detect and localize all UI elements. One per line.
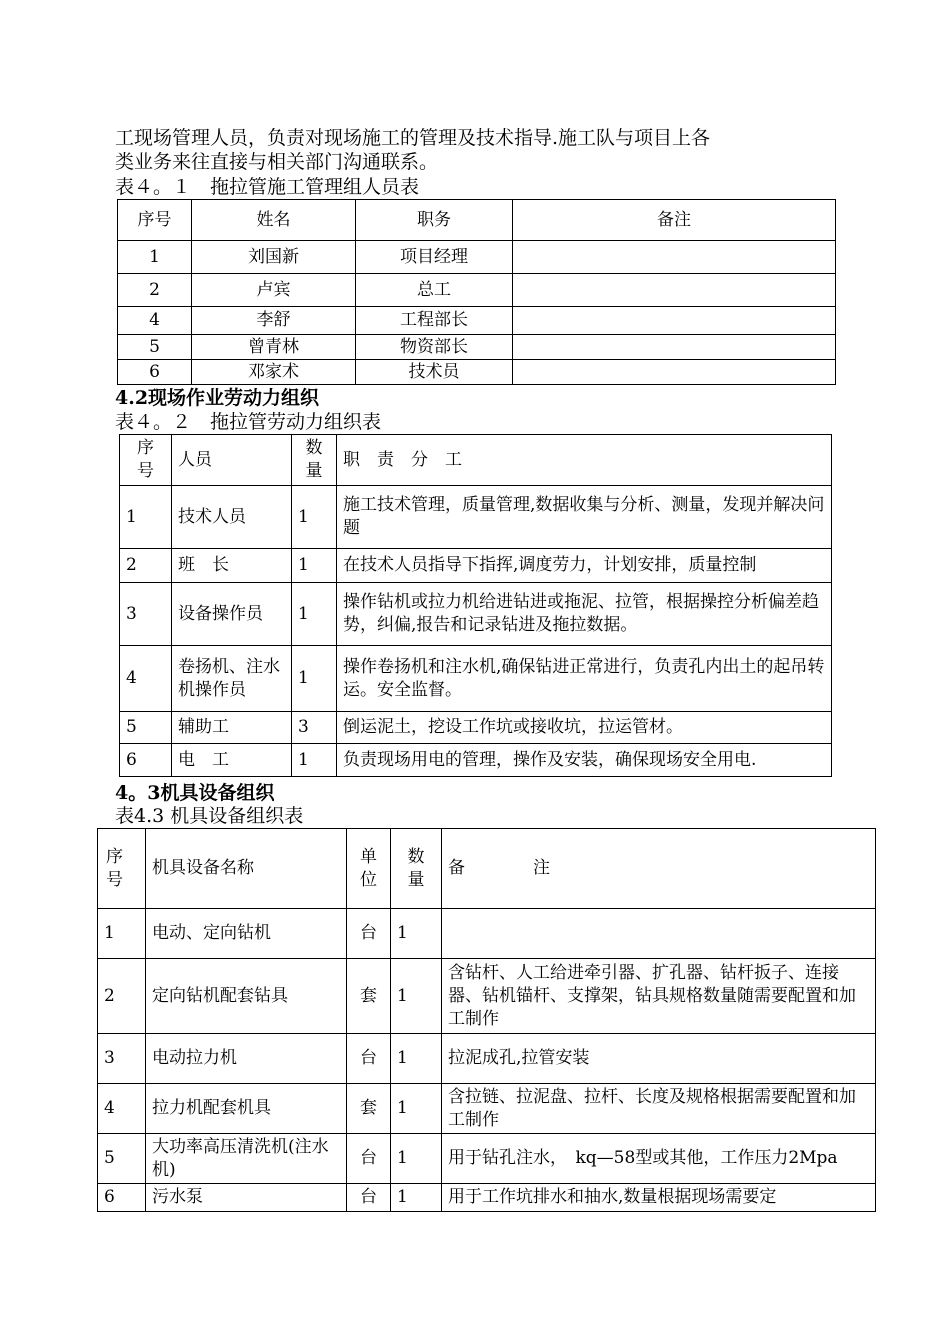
table-cell: 技术人员 [172,486,292,549]
table-cell: 2 [120,549,172,583]
table-cell: 设备操作员 [172,583,292,646]
labor-table [119,434,832,777]
table-row [120,486,832,549]
table-cell: 在技术人员指导下指挥,调度劳力，计划安排，质量控制 [337,549,832,583]
table-cell: 曾青林 [192,335,356,360]
table-cell: 3 [98,1034,146,1084]
table-cell: 4 [118,307,192,335]
section-heading-4-3: 4。3机具设备组织 [115,782,275,804]
table-cell: 操作卷扬机和注水机,确保钻进正常进行，负责孔内出土的起吊转运。安全监督。 [337,646,832,712]
intro-line-1: 工现场管理人员，负责对现场施工的管理及技术指导.施工队与项目上各 [115,127,711,149]
table2-caption: 表４。２ 拖拉管劳动力组织表 [115,411,382,433]
header-cell: 职务 [356,200,513,241]
header-cell: 数量 [292,435,337,486]
table-cell: 含钻杆、人工给进牵引器、扩孔器、钻杆扳子、连接器、钻机锚杆、支撑架，钻具规格数量随需要配置和加工制作 [442,959,876,1034]
table-cell: 台 [347,1134,391,1184]
table-cell: 拉泥成孔,拉管安装 [442,1034,876,1084]
table-row [120,549,832,583]
table-cell: 1 [391,1134,442,1184]
section-heading-4-2: 4.2现场作业劳动力组织 [115,387,320,409]
table-cell: 5 [98,1134,146,1184]
table-cell: 台 [347,1184,391,1212]
table-cell: 台 [347,909,391,959]
table-cell: 1 [292,744,337,777]
table1-caption: 表４。１ 拖拉管施工管理组人员表 [115,176,420,198]
table-cell: 1 [292,646,337,712]
table-cell: 技术员 [356,360,513,385]
header-cell: 职 责 分 工 [337,435,832,486]
header-cell: 序号 [120,435,172,486]
table-cell: 1 [292,583,337,646]
table-header-row [98,829,876,909]
table-cell: 班 长 [172,549,292,583]
staff-table [117,199,836,385]
table-cell: 3 [292,712,337,744]
table-cell [513,307,836,335]
table-header-row [120,435,832,486]
table-row [120,744,832,777]
table-cell [513,360,836,385]
table-row [118,360,836,385]
table-row [120,646,832,712]
intro-line-2: 类业务来往直接与相关部门沟通联系。 [115,151,439,173]
table-cell: 6 [120,744,172,777]
table-cell: 2 [98,959,146,1034]
table-cell: 1 [391,1184,442,1212]
table-cell: 用于工作坑排水和抽水,数量根据现场需要定 [442,1184,876,1212]
table-cell: 定向钻机配套钻具 [146,959,347,1034]
header-cell: 姓名 [192,200,356,241]
table-cell: 含拉链、拉泥盘、拉杆、长度及规格根据需要配置和加工制作 [442,1084,876,1134]
table-row [118,274,836,307]
table-cell: 5 [120,712,172,744]
table-row [98,909,876,959]
table-cell: 1 [391,1084,442,1134]
table-cell: 用于钻孔注水， kq—58型或其他，工作压力2Mpa [442,1134,876,1184]
table-cell: 套 [347,1084,391,1134]
table-cell: 大功率高压清洗机(注水机) [146,1134,347,1184]
header-cell: 备注 [513,200,836,241]
table-cell: 电动拉力机 [146,1034,347,1084]
table-cell: 负责现场用电的管理，操作及安装，确保现场安全用电. [337,744,832,777]
table-row [118,335,836,360]
table-cell: 6 [118,360,192,385]
table-cell: 卷扬机、注水机操作员 [172,646,292,712]
header-cell: 机具设备名称 [146,829,347,909]
table-cell: 施工技术管理，质量管理,数据收集与分析、测量，发现并解决问题 [337,486,832,549]
table-cell [513,335,836,360]
table-cell [442,909,876,959]
header-cell: 人员 [172,435,292,486]
table-cell: 4 [98,1084,146,1134]
table-cell: 电 工 [172,744,292,777]
table-cell: 1 [118,241,192,274]
table-row [98,959,876,1034]
table-row [98,1084,876,1134]
table-cell: 电动、定向钻机 [146,909,347,959]
table3-caption: 表4.3 机具设备组织表 [115,805,304,827]
table-cell [513,241,836,274]
table-header-row [118,200,836,241]
table-cell: 台 [347,1034,391,1084]
table-cell: 刘国新 [192,241,356,274]
table-cell: 操作钻机或拉力机给进钻进或拖泥、拉管，根据操控分析偏差趋势，纠偏,报告和记录钻进及拖拉数据。 [337,583,832,646]
table-row [118,307,836,335]
table-cell: 1 [120,486,172,549]
table-cell: 1 [292,549,337,583]
table-row [98,1134,876,1184]
table-cell: 污水泵 [146,1184,347,1212]
table-cell: 物资部长 [356,335,513,360]
table-cell: 6 [98,1184,146,1212]
table-cell [513,274,836,307]
table-cell: 4 [120,646,172,712]
header-cell: 单位 [347,829,391,909]
table-cell: 李舒 [192,307,356,335]
table-cell: 卢宾 [192,274,356,307]
table-cell: 总工 [356,274,513,307]
table-cell: 项目经理 [356,241,513,274]
table-cell: 1 [292,486,337,549]
equipment-table [97,828,876,1212]
table-cell: 5 [118,335,192,360]
table-cell: 辅助工 [172,712,292,744]
header-cell: 数量 [391,829,442,909]
table-cell: 1 [98,909,146,959]
table-row [98,1034,876,1084]
table-cell: 工程部长 [356,307,513,335]
table-cell: 邓家术 [192,360,356,385]
table-cell: 2 [118,274,192,307]
header-cell: 序号 [98,829,146,909]
table-cell: 1 [391,1034,442,1084]
table-cell: 拉力机配套机具 [146,1084,347,1134]
table-cell: 1 [391,959,442,1034]
table-cell: 1 [391,909,442,959]
table-row [98,1184,876,1212]
table-cell: 倒运泥土，挖设工作坑或接收坑，拉运管材。 [337,712,832,744]
header-cell: 序号 [118,200,192,241]
table-row [120,712,832,744]
header-cell: 备 注 [442,829,876,909]
table-row [120,583,832,646]
table-cell: 套 [347,959,391,1034]
table-row [118,241,836,274]
table-cell: 3 [120,583,172,646]
